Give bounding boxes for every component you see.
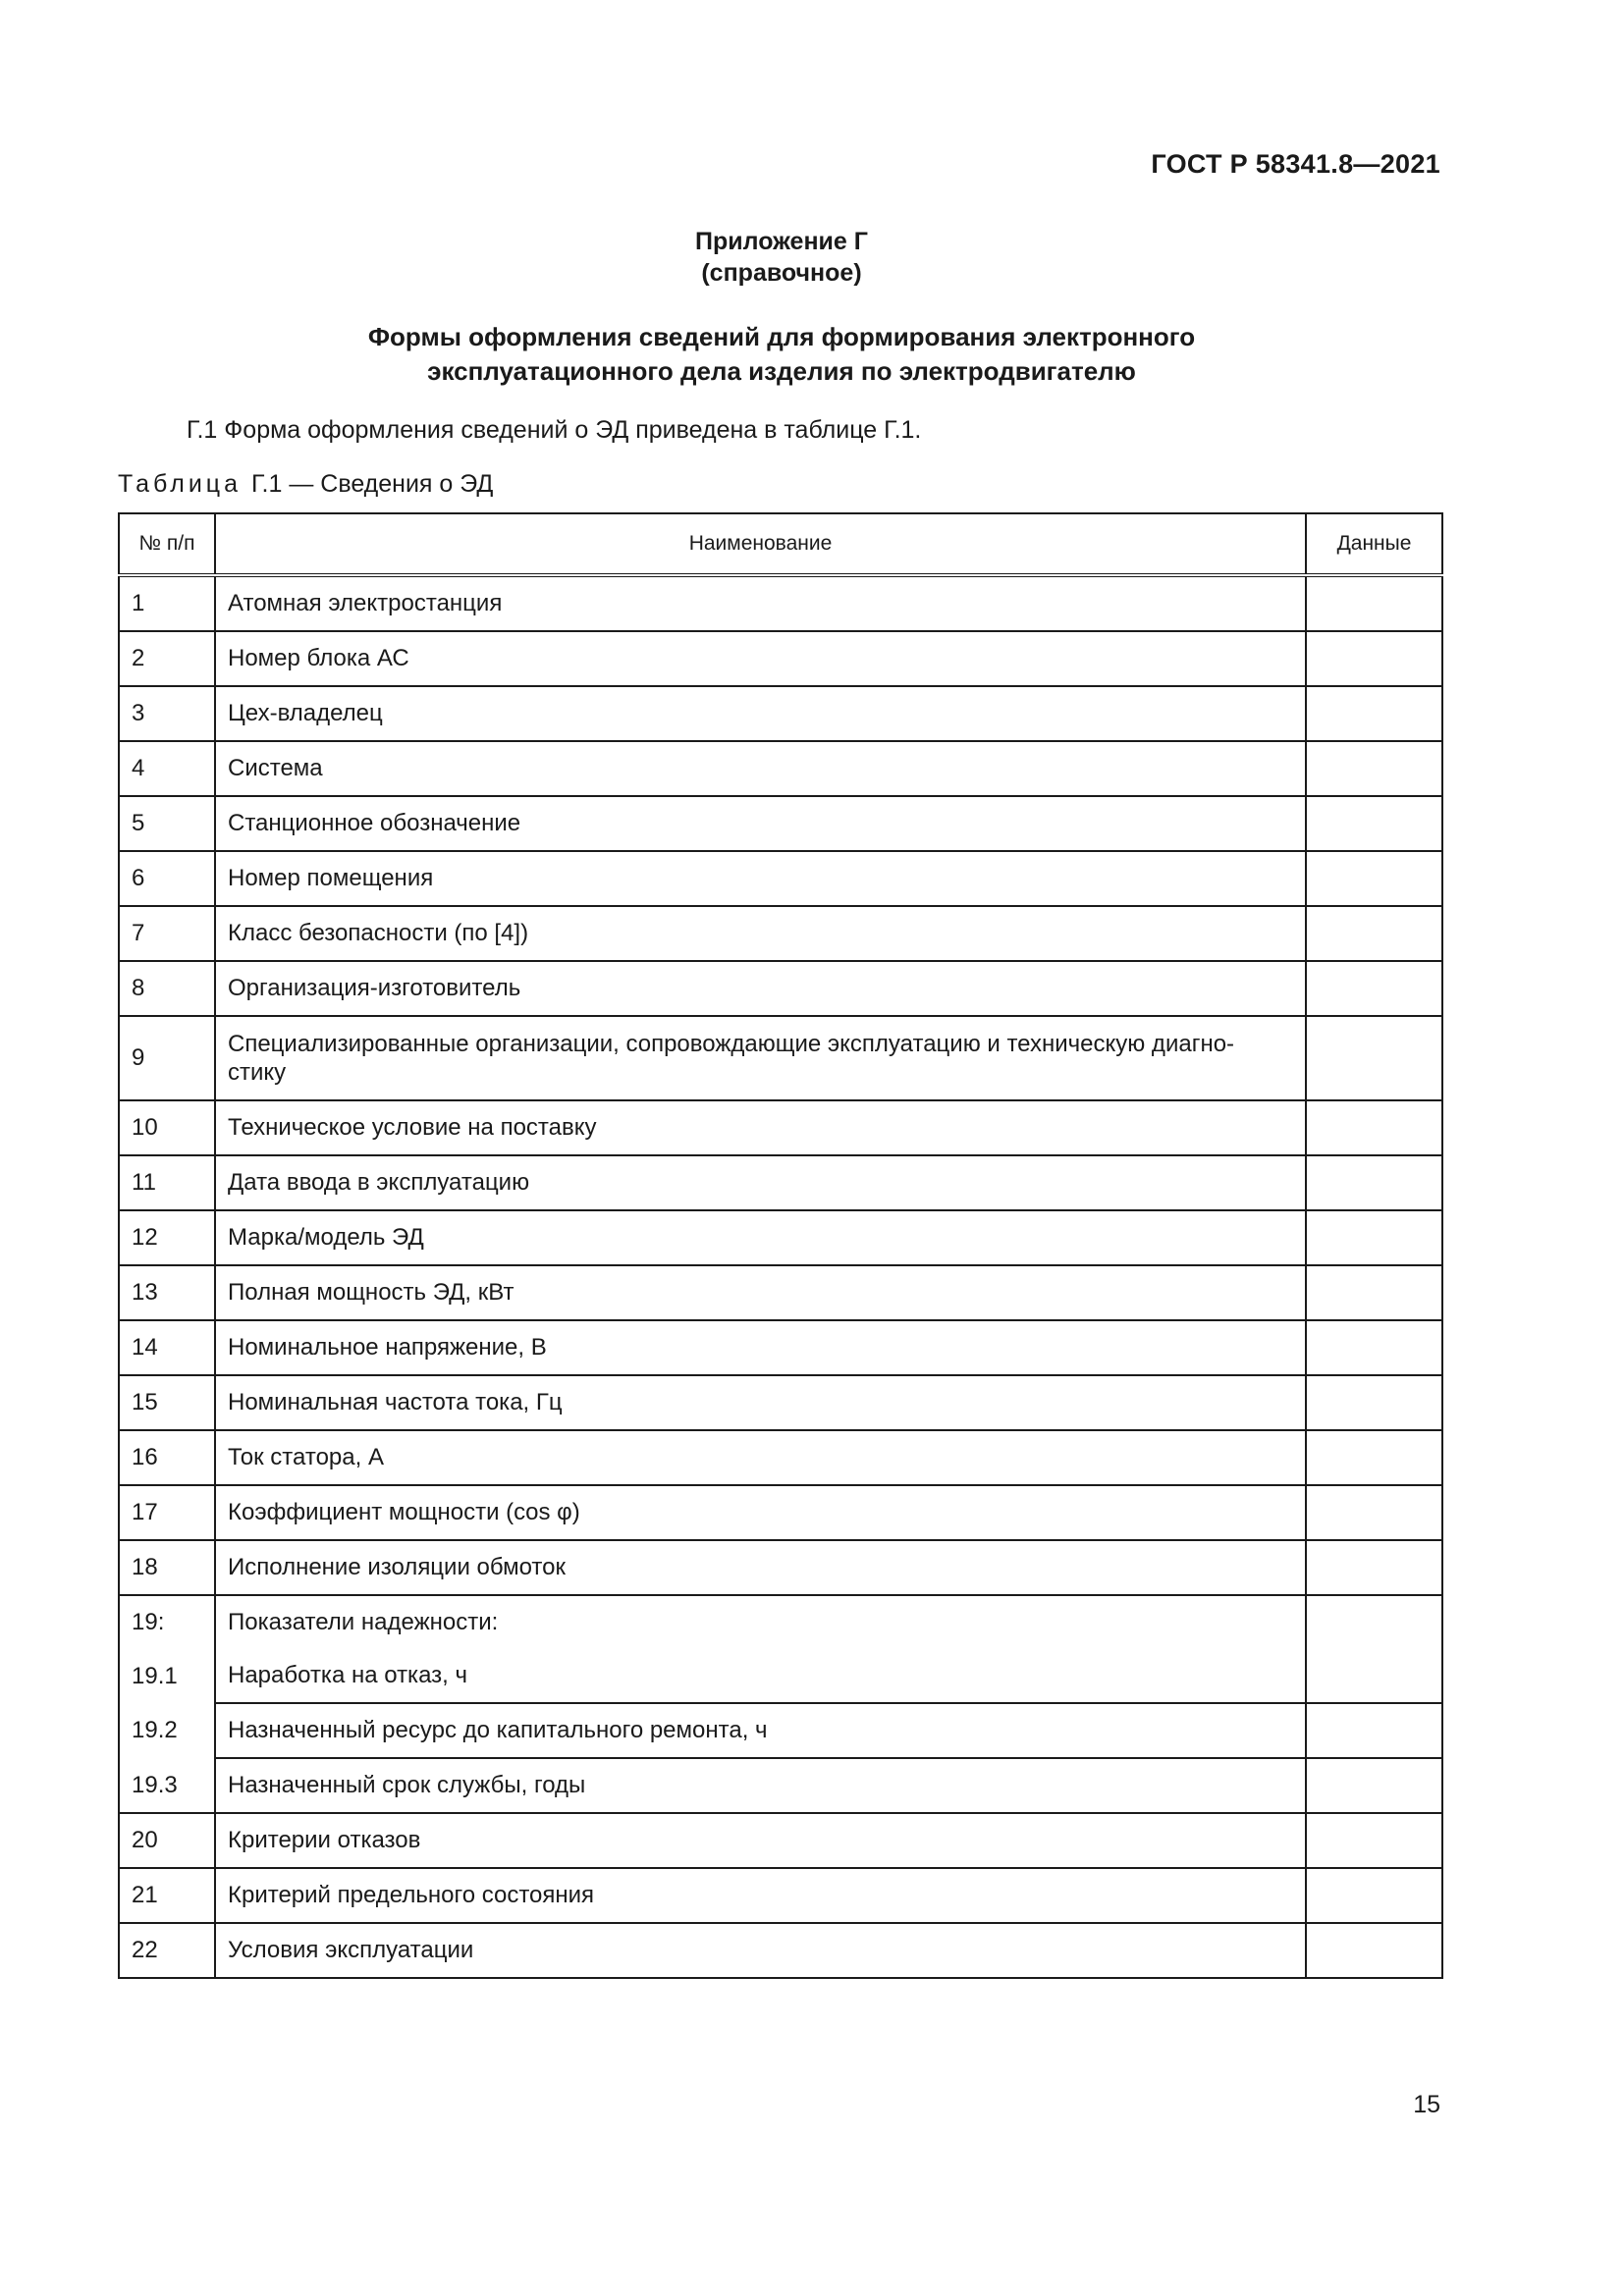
row-num: 7: [119, 906, 215, 961]
row-num: 10: [119, 1100, 215, 1155]
row-data-cell[interactable]: [1306, 631, 1442, 686]
appendix-title: Приложение Г: [695, 228, 868, 255]
row-name: Система: [215, 741, 1306, 796]
table-row: [119, 1923, 1442, 1978]
form-title-line-1: Формы оформления сведений для формирования электронного: [367, 322, 1196, 351]
row-data-cell[interactable]: [1306, 1649, 1442, 1703]
table-row: [119, 741, 1442, 796]
row-name: Техническое условие на поставку: [215, 1100, 1306, 1155]
row-num: 1: [119, 575, 215, 631]
row-data-cell[interactable]: [1306, 1375, 1442, 1430]
row-num: 11: [119, 1155, 215, 1210]
row-num: 17: [119, 1485, 215, 1540]
row-num: 2: [119, 631, 215, 686]
info-table: [118, 512, 1443, 1979]
table-row: [119, 1375, 1442, 1430]
row-name: Наработка на отказ, ч: [215, 1649, 1306, 1703]
row-name: Показатели надежности:: [215, 1595, 1306, 1649]
table-row: [119, 1868, 1442, 1923]
row-name: Организация-изготовитель: [215, 961, 1306, 1016]
form-title: [0, 320, 1563, 389]
table-row: [119, 961, 1442, 1016]
appendix-subtitle: (справочное): [701, 259, 862, 287]
table-row: [119, 686, 1442, 741]
table-row: [119, 575, 1442, 631]
table-caption-word: Таблица: [118, 470, 243, 498]
document-code: ГОСТ Р 58341.8—2021: [1151, 149, 1440, 179]
row-num: 14: [119, 1320, 215, 1375]
table-row: [119, 1016, 1442, 1100]
row-name: Критерии отказов: [215, 1813, 1306, 1868]
table-row: [119, 1758, 1442, 1813]
row-data-cell[interactable]: [1306, 961, 1442, 1016]
row-name: Полная мощность ЭД, кВт: [215, 1265, 1306, 1320]
table-row: [119, 1595, 1442, 1649]
table-row: [119, 1703, 1442, 1758]
header-num: № п/п: [119, 513, 215, 575]
row-data-cell[interactable]: [1306, 1016, 1442, 1100]
table-row: [119, 1210, 1442, 1265]
row-num: 21: [119, 1868, 215, 1923]
row-name: Ток статора, А: [215, 1430, 1306, 1485]
table-row: [119, 631, 1442, 686]
row-name: Атомная электростанция: [215, 575, 1306, 631]
table-row: [119, 1155, 1442, 1210]
row-data-cell[interactable]: [1306, 1265, 1442, 1320]
table-row: [119, 1320, 1442, 1375]
row-name: Станционное обозначение: [215, 796, 1306, 851]
row-data-cell[interactable]: [1306, 575, 1442, 631]
row-name: Марка/модель ЭД: [215, 1210, 1306, 1265]
page-number: 15: [1413, 2091, 1440, 2118]
row-name-line-2: стику: [228, 1059, 287, 1086]
row-name: Цех-владелец: [215, 686, 1306, 741]
table-row: [119, 851, 1442, 906]
table-row: [119, 1540, 1442, 1595]
row-name: Номинальная частота тока, Гц: [215, 1375, 1306, 1430]
row-data-cell[interactable]: [1306, 1485, 1442, 1540]
row-name: Назначенный срок службы, годы: [215, 1758, 1306, 1813]
row-num: 13: [119, 1265, 215, 1320]
table-row: [119, 1265, 1442, 1320]
row-data-cell[interactable]: [1306, 1100, 1442, 1155]
row-data-cell[interactable]: [1306, 906, 1442, 961]
header-data: Данные: [1306, 513, 1442, 575]
table-caption-text: Г.1 — Сведения о ЭД: [251, 470, 494, 498]
form-title-line-2: эксплуатационного дела изделия по электродвигателю: [427, 356, 1136, 386]
row-data-cell[interactable]: [1306, 1320, 1442, 1375]
row-num: 19.3: [119, 1758, 215, 1813]
row-name: Номер помещения: [215, 851, 1306, 906]
row-name: [215, 1016, 1306, 1100]
row-name: Номер блока АС: [215, 631, 1306, 686]
row-num: 8: [119, 961, 215, 1016]
row-num: 16: [119, 1430, 215, 1485]
row-data-cell[interactable]: [1306, 686, 1442, 741]
table-row: [119, 796, 1442, 851]
row-num: 19.2: [119, 1703, 215, 1758]
row-num: 19.1: [119, 1649, 215, 1703]
row-data-cell[interactable]: [1306, 1703, 1442, 1758]
table-row: [119, 1485, 1442, 1540]
row-data-cell[interactable]: [1306, 851, 1442, 906]
row-name: Критерий предельного состояния: [215, 1868, 1306, 1923]
row-data-cell[interactable]: [1306, 796, 1442, 851]
row-data-cell[interactable]: [1306, 1155, 1442, 1210]
table-row: [119, 1430, 1442, 1485]
row-num: 18: [119, 1540, 215, 1595]
table-row: [119, 1813, 1442, 1868]
row-num: 22: [119, 1923, 215, 1978]
row-name: Номинальное напряжение, В: [215, 1320, 1306, 1375]
row-num: 15: [119, 1375, 215, 1430]
row-name: Назначенный ресурс до капитального ремонта, ч: [215, 1703, 1306, 1758]
row-num: 5: [119, 796, 215, 851]
table-row: [119, 906, 1442, 961]
table-row: [119, 1649, 1442, 1703]
table-row: [119, 1100, 1442, 1155]
header-name: Наименование: [215, 513, 1306, 575]
row-data-cell[interactable]: [1306, 1595, 1442, 1649]
appendix-heading: [0, 226, 1563, 289]
row-num: 12: [119, 1210, 215, 1265]
row-data-cell[interactable]: [1306, 1923, 1442, 1978]
row-data-cell[interactable]: [1306, 741, 1442, 796]
row-name: Коэффициент мощности (cos φ): [215, 1485, 1306, 1540]
table-caption: [118, 470, 493, 499]
row-num: 20: [119, 1813, 215, 1868]
row-num: 4: [119, 741, 215, 796]
intro-paragraph: Г.1 Форма оформления сведений о ЭД приведена в таблице Г.1.: [187, 416, 922, 444]
row-name: Исполнение изоляции обмоток: [215, 1540, 1306, 1595]
row-data-cell[interactable]: [1306, 1868, 1442, 1923]
row-name: Дата ввода в эксплуатацию: [215, 1155, 1306, 1210]
row-num: 19:: [119, 1595, 215, 1649]
row-data-cell[interactable]: [1306, 1758, 1442, 1813]
row-data-cell[interactable]: [1306, 1210, 1442, 1265]
row-num: 9: [119, 1016, 215, 1100]
table-header-row: [119, 513, 1442, 575]
row-data-cell[interactable]: [1306, 1540, 1442, 1595]
row-num: 6: [119, 851, 215, 906]
row-name: Класс безопасности (по [4]): [215, 906, 1306, 961]
row-num: 3: [119, 686, 215, 741]
row-data-cell[interactable]: [1306, 1813, 1442, 1868]
row-data-cell[interactable]: [1306, 1430, 1442, 1485]
row-name: Условия эксплуатации: [215, 1923, 1306, 1978]
row-name-line-1: Специализированные организации, сопровождающие эксплуатацию и техническую диагно-: [228, 1031, 1235, 1057]
